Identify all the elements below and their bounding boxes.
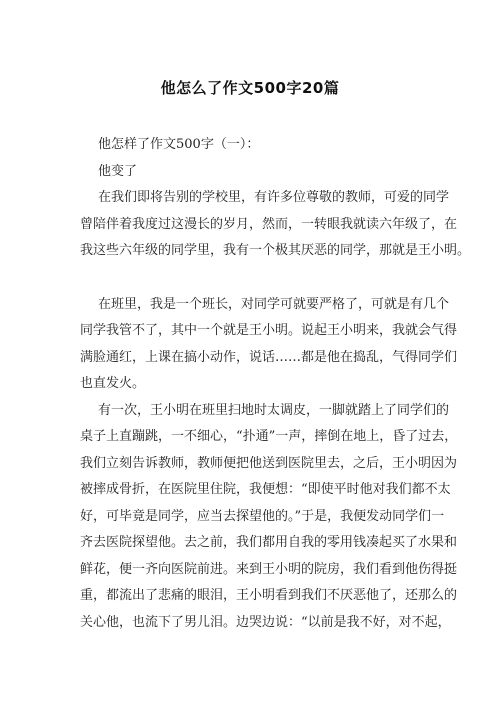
- paragraph-line: 也直发火。: [80, 376, 146, 391]
- paragraph-line: 我们立刻告诉教师，教师便把他送到医院里去，之后，王小明因为: [80, 455, 458, 471]
- paragraph-gap: [80, 265, 430, 292]
- paragraph-1: [80, 185, 471, 265]
- document-title: 他怎么了作文500字20篇: [160, 79, 340, 97]
- paragraph-line: 齐去医院探望他。去之前，我们都用自我的零用钱凑起买了水果和: [80, 535, 458, 550]
- paragraph-line: 曾陪伴着我度过这漫长的岁月，然而，一转眼我就读六年级了，在: [80, 216, 458, 232]
- paragraph-2: [80, 292, 458, 398]
- paragraph-line: 重，都流出了悲痛的眼泪，王小明看到我们不厌恶他了，还那么的: [80, 588, 458, 603]
- paragraph-line: 在班里，我是一个班长，对同学可就要严格了，可就是有几个: [98, 296, 450, 312]
- paragraph-line: 我这些六年级的同学里，我有一个极其厌恶的同学，那就是王小明。: [80, 243, 471, 258]
- paragraph-line: 满脸通红，上课在搞小动作，说话……都是他在捣乱，气得同学们: [80, 349, 458, 365]
- paragraph-line: 被摔成骨折，在医院里住院，我便想：“即使平时他对我们都不太: [80, 482, 451, 497]
- paragraph-line: 鲜花，便一齐向医院前进。来到王小明的院房，我们看到他伤得挺: [80, 561, 458, 577]
- essay-heading: 他变了: [98, 163, 138, 179]
- paragraph-line: 有一次，王小明在班里扫地时太调皮，一脚就踏上了同学们的: [98, 402, 450, 418]
- section-subtitle: 他怎样了作文500字（一）：: [98, 137, 260, 152]
- paragraph-line: 桌子上直蹦跳，一不细心，“扑通”一声，摔倒在地上，昏了过去，: [80, 429, 458, 444]
- paragraph-line: 好，可毕竟是同学，应当去探望他的。”于是，我便发动同学们一: [80, 508, 445, 524]
- paragraph-line: 同学我管不了，其中一个就是王小明。说起王小明来，我就会气得: [80, 323, 458, 338]
- paragraph-line: 在我们即将告别的学校里，有许多位尊敬的教师，可爱的同学: [98, 190, 450, 205]
- document-body: [80, 132, 471, 636]
- paragraph-line: 关心他，也流下了男儿泪。边哭边说：“以前是我不好，对不起，: [80, 614, 451, 630]
- paragraph-3: [80, 398, 458, 637]
